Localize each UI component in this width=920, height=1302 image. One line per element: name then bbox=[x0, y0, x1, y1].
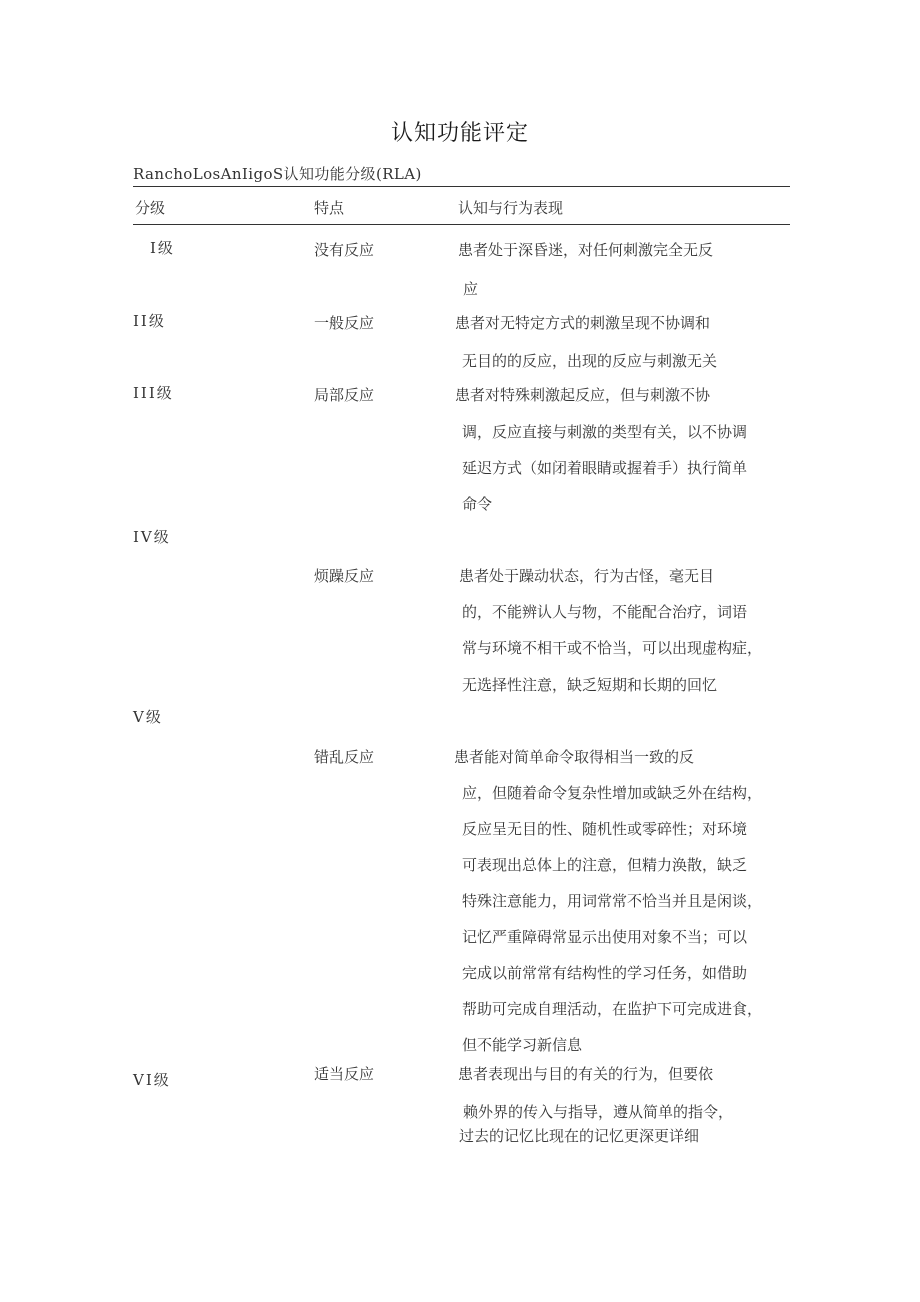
row-1-line-2: 应 bbox=[463, 280, 479, 298]
row-4-line-1: 患者处于躁动状态，行为古怪，毫无目 bbox=[459, 567, 715, 585]
row-6-level: VI级 bbox=[133, 1071, 171, 1089]
header-feature: 特点 bbox=[314, 199, 345, 217]
table-top-rule bbox=[133, 186, 790, 187]
row-3-line-4: 命令 bbox=[462, 495, 493, 513]
row-5-feature: 错乱反应 bbox=[314, 748, 375, 766]
header-behavior: 认知与行为表现 bbox=[458, 199, 564, 217]
row-4-level: IV级 bbox=[133, 528, 171, 546]
row-5-level: V级 bbox=[133, 708, 163, 726]
table-caption: RanchoLosAnIigoS认知功能分级(RLA) bbox=[133, 165, 422, 183]
row-5-line-1: 患者能对简单命令取得相当一致的反 bbox=[454, 748, 695, 766]
row-6-feature: 适当反应 bbox=[314, 1065, 375, 1083]
row-6-line-3: 过去的记忆比现在的记忆更深更详细 bbox=[459, 1127, 700, 1145]
header-level: 分级 bbox=[135, 199, 166, 217]
page-title: 认知功能评定 bbox=[390, 121, 529, 146]
row-5-line-6: 记忆严重障碍常显示出使用对象不当；可以 bbox=[462, 928, 748, 946]
row-3-line-3: 延迟方式（如闭着眼睛或握着手）执行简单 bbox=[462, 459, 748, 477]
row-4-feature: 烦躁反应 bbox=[314, 567, 375, 585]
row-3-feature: 局部反应 bbox=[314, 386, 375, 404]
row-1-line-1: 患者处于深昏迷，对任何刺激完全无反 bbox=[458, 241, 714, 259]
row-2-line-2: 无目的的反应，出现的反应与刺激无关 bbox=[462, 352, 718, 370]
row-5-line-8: 帮助可完成自理活动，在监护下可完成进食， bbox=[462, 1000, 763, 1018]
row-1-feature: 没有反应 bbox=[314, 241, 375, 259]
row-3-line-1: 患者对特殊刺激起反应，但与刺激不协 bbox=[455, 386, 711, 404]
row-5-line-3: 反应呈无目的性、随机性或零碎性；对环境 bbox=[462, 820, 748, 838]
row-4-line-4: 无选择性注意，缺乏短期和长期的回忆 bbox=[462, 676, 718, 694]
row-3-level: III级 bbox=[133, 384, 174, 402]
row-5-line-4: 可表现出总体上的注意，但精力涣散，缺乏 bbox=[462, 856, 748, 874]
header-rule bbox=[133, 224, 790, 225]
row-6-line-2: 赖外界的传入与指导，遵从简单的指令， bbox=[463, 1103, 734, 1121]
row-5-line-7: 完成以前常常有结构性的学习任务，如借助 bbox=[462, 964, 748, 982]
row-5-line-9: 但不能学习新信息 bbox=[462, 1036, 583, 1054]
row-4-line-2: 的，不能辨认人与物，不能配合治疗，词语 bbox=[462, 603, 748, 621]
row-4-line-3: 常与环境不相干或不恰当，可以出现虚构症， bbox=[462, 639, 763, 657]
row-2-feature: 一般反应 bbox=[314, 314, 375, 332]
row-1-level: I级 bbox=[150, 239, 175, 257]
row-6-line-1: 患者表现出与目的有关的行为，但要依 bbox=[458, 1065, 714, 1083]
row-5-line-2: 应，但随着命令复杂性增加或缺乏外在结构， bbox=[462, 784, 763, 802]
row-2-level: II级 bbox=[133, 312, 166, 330]
row-3-line-2: 调，反应直接与刺激的类型有关，以不协调 bbox=[462, 423, 748, 441]
row-5-line-5: 特殊注意能力，用词常常不恰当并且是闲谈， bbox=[462, 892, 763, 910]
row-2-line-1: 患者对无特定方式的刺激呈现不协调和 bbox=[455, 314, 711, 332]
